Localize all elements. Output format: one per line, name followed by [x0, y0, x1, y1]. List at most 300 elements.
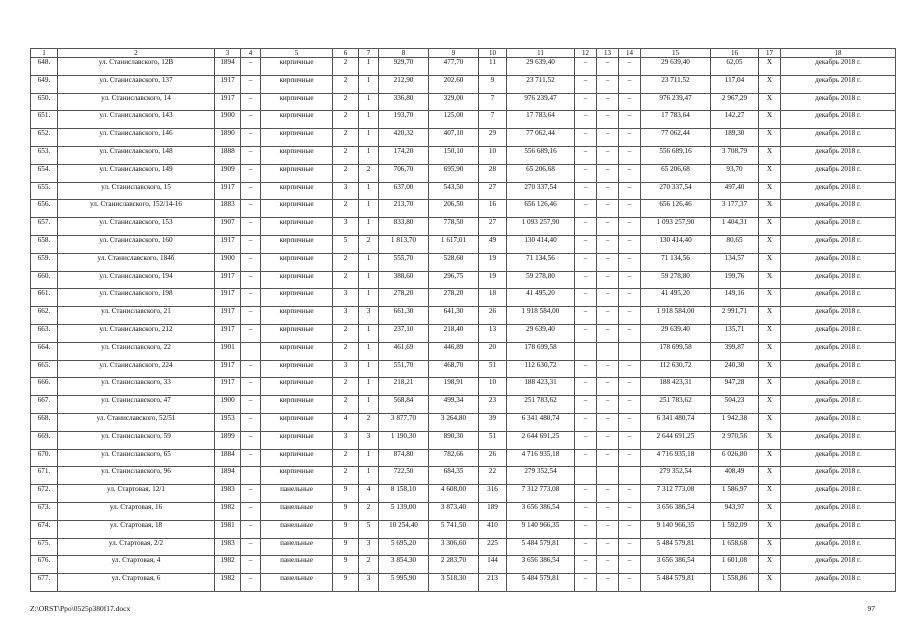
table-cell: 198,91: [429, 378, 479, 396]
table-cell: Х: [759, 431, 781, 449]
table-cell: 661.: [31, 289, 58, 307]
table-cell: 316: [479, 485, 507, 503]
register-table: [30, 48, 896, 592]
table-cell: 278,20: [379, 289, 429, 307]
table-cell: Х: [759, 538, 781, 556]
table-cell: –: [619, 75, 641, 93]
table-cell: 669.: [31, 431, 58, 449]
table-cell: ул. Станиславского, 149: [58, 164, 215, 182]
table-cell: –: [575, 146, 597, 164]
table-cell: 142,27: [711, 111, 759, 129]
table-cell: –: [575, 218, 597, 236]
table-cell: –: [241, 485, 261, 503]
table-cell: кирпичные: [261, 235, 333, 253]
table-cell: Х: [759, 574, 781, 592]
table-cell: 23: [479, 396, 507, 414]
table-cell: 656.: [31, 200, 58, 218]
table-cell: 279 352,54: [507, 467, 575, 485]
table-cell: –: [575, 271, 597, 289]
table-cell: 7 312 773,08: [641, 485, 711, 503]
table-cell: 556 689,16: [507, 146, 575, 164]
table-cell: 555,70: [379, 253, 429, 271]
table-cell: 1900: [215, 396, 241, 414]
table-cell: 3 264,80: [429, 413, 479, 431]
table-cell: Х: [759, 218, 781, 236]
table-cell: –: [619, 164, 641, 182]
table-cell: 135,71: [711, 324, 759, 342]
table-row: [31, 75, 896, 93]
table-cell: –: [575, 235, 597, 253]
table-cell: 117,04: [711, 75, 759, 93]
table-cell: кирпичные: [261, 164, 333, 182]
table-cell: 5: [333, 235, 359, 253]
table-cell: 51: [479, 431, 507, 449]
table-cell: 3: [333, 289, 359, 307]
table-cell: 2: [359, 502, 379, 520]
table-cell: 1909: [215, 164, 241, 182]
table-cell: 2: [333, 93, 359, 111]
table-cell: 5 484 579,81: [641, 538, 711, 556]
table-cell: 2: [359, 413, 379, 431]
table-cell: –: [597, 538, 619, 556]
table-cell: –: [575, 413, 597, 431]
table-cell: Х: [759, 396, 781, 414]
table-cell: Х: [759, 556, 781, 574]
table-row: [31, 502, 896, 520]
table-cell: 251 783,62: [641, 396, 711, 414]
table-cell: 551,70: [379, 360, 429, 378]
table-cell: 1 918 584,00: [641, 307, 711, 325]
table-cell: 666.: [31, 378, 58, 396]
table-cell: 278,20: [429, 289, 479, 307]
table-cell: кирпичные: [261, 111, 333, 129]
column-header: 3: [215, 49, 241, 58]
table-cell: 499,34: [429, 396, 479, 414]
table-cell: 3: [359, 538, 379, 556]
column-header: 2: [58, 49, 215, 58]
table-cell: 641,30: [429, 307, 479, 325]
table-cell: 26: [479, 307, 507, 325]
table-cell: 93,70: [711, 164, 759, 182]
table-cell: 947,28: [711, 378, 759, 396]
table-row: [31, 396, 896, 414]
table-cell: 9: [333, 556, 359, 574]
table-cell: ул. Станиславского, 59: [58, 431, 215, 449]
table-cell: 125,00: [429, 111, 479, 129]
table-cell: 661,30: [379, 307, 429, 325]
table-cell: 1 601,08: [711, 556, 759, 574]
table-cell: Х: [759, 485, 781, 503]
table-cell: декабрь 2018 г.: [781, 502, 896, 520]
table-cell: 213,70: [379, 200, 429, 218]
table-cell: –: [597, 396, 619, 414]
table-cell: –: [575, 378, 597, 396]
table-cell: 1: [359, 360, 379, 378]
table-cell: 3: [333, 182, 359, 200]
table-cell: 1982: [215, 502, 241, 520]
table-cell: 461,69: [379, 342, 429, 360]
table-cell: –: [575, 360, 597, 378]
column-header: 8: [379, 49, 429, 58]
column-header: 18: [781, 49, 896, 58]
table-cell: 49: [479, 235, 507, 253]
table-cell: декабрь 2018 г.: [781, 307, 896, 325]
column-header: 1: [31, 49, 58, 58]
table-cell: –: [597, 58, 619, 76]
table-cell: 7 312 773,08: [507, 485, 575, 503]
table-cell: 7: [479, 111, 507, 129]
table-cell: –: [597, 360, 619, 378]
table-cell: –: [241, 360, 261, 378]
table-cell: 27: [479, 182, 507, 200]
table-cell: 2: [333, 164, 359, 182]
table-cell: 2: [333, 129, 359, 147]
table-cell: 149,16: [711, 289, 759, 307]
table-cell: Х: [759, 111, 781, 129]
table-cell: декабрь 2018 г.: [781, 378, 896, 396]
table-cell: 5 484 579,81: [641, 574, 711, 592]
table-cell: 1: [359, 200, 379, 218]
table-cell: 1917: [215, 182, 241, 200]
table-cell: –: [619, 307, 641, 325]
table-cell: декабрь 2018 г.: [781, 485, 896, 503]
table-cell: декабрь 2018 г.: [781, 413, 896, 431]
table-cell: 656 126,46: [641, 200, 711, 218]
table-cell: ул. Станиславского, 160: [58, 235, 215, 253]
table-cell: 296,75: [429, 271, 479, 289]
table-cell: –: [619, 378, 641, 396]
table-cell: 9: [479, 75, 507, 93]
table-cell: –: [619, 574, 641, 592]
table-cell: –: [241, 324, 261, 342]
table-cell: кирпичные: [261, 218, 333, 236]
table-cell: Х: [759, 324, 781, 342]
table-cell: –: [575, 164, 597, 182]
table-cell: 1953: [215, 413, 241, 431]
table-cell: 7: [479, 93, 507, 111]
table-cell: –: [241, 182, 261, 200]
table-cell: панельные: [261, 556, 333, 574]
table-row: [31, 413, 896, 431]
table-cell: 943,97: [711, 502, 759, 520]
table-cell: 10: [479, 146, 507, 164]
table-cell: –: [597, 502, 619, 520]
table-cell: –: [619, 538, 641, 556]
table-cell: 477,70: [429, 58, 479, 76]
table-cell: декабрь 2018 г.: [781, 574, 896, 592]
table-cell: 112 630,72: [641, 360, 711, 378]
table-cell: панельные: [261, 502, 333, 520]
table-cell: 2 283,70: [429, 556, 479, 574]
column-header: 4: [241, 49, 261, 58]
table-row: [31, 574, 896, 592]
table-cell: 51: [479, 360, 507, 378]
table-cell: –: [597, 111, 619, 129]
table-cell: 722,50: [379, 467, 429, 485]
table-cell: 9: [333, 538, 359, 556]
table-cell: –: [597, 574, 619, 592]
table-cell: панельные: [261, 520, 333, 538]
table-cell: кирпичные: [261, 324, 333, 342]
table-cell: 150,10: [429, 146, 479, 164]
table-cell: –: [597, 253, 619, 271]
table-cell: 225: [479, 538, 507, 556]
table-cell: –: [597, 200, 619, 218]
table-cell: 29: [479, 129, 507, 147]
table-cell: 652.: [31, 129, 58, 147]
column-header: 9: [429, 49, 479, 58]
table-cell: 468,70: [429, 360, 479, 378]
table-cell: –: [619, 58, 641, 76]
table-row: [31, 289, 896, 307]
table-cell: –: [619, 520, 641, 538]
table-cell: кирпичные: [261, 129, 333, 147]
table-cell: 2: [333, 342, 359, 360]
table-cell: ул. Станиславского, 212: [58, 324, 215, 342]
table-cell: 144: [479, 556, 507, 574]
table-cell: 193,70: [379, 111, 429, 129]
table-cell: 1917: [215, 93, 241, 111]
table-cell: –: [597, 520, 619, 538]
table-cell: 5 484 579,81: [507, 574, 575, 592]
table-cell: кирпичные: [261, 449, 333, 467]
table-cell: 5: [359, 520, 379, 538]
table-cell: –: [597, 413, 619, 431]
table-cell: [619, 342, 641, 360]
table-cell: 649.: [31, 75, 58, 93]
table-cell: 1 586,97: [711, 485, 759, 503]
table-cell: 874,80: [379, 449, 429, 467]
table-cell: 410: [479, 520, 507, 538]
table-cell: декабрь 2018 г.: [781, 431, 896, 449]
table-cell: 1917: [215, 360, 241, 378]
footer-file-path: Z:\ORST\Ppo\0525p380f17.docx: [30, 604, 131, 613]
table-cell: –: [597, 324, 619, 342]
table-cell: 420,32: [379, 129, 429, 147]
table-cell: 10 254,40: [379, 520, 429, 538]
table-cell: Х: [759, 253, 781, 271]
table-cell: 408,49: [711, 467, 759, 485]
table-cell: 23 711,52: [507, 75, 575, 93]
table-cell: 663.: [31, 324, 58, 342]
table-cell: –: [619, 146, 641, 164]
table-cell: ул. Стартовая, 4: [58, 556, 215, 574]
table-cell: –: [575, 485, 597, 503]
table-cell: 1 592,09: [711, 520, 759, 538]
table-cell: 71 134,56: [507, 253, 575, 271]
table-cell: 1: [359, 378, 379, 396]
table-cell: 27: [479, 218, 507, 236]
table-cell: 11: [479, 58, 507, 76]
table-cell: 1917: [215, 235, 241, 253]
table-row: [31, 556, 896, 574]
table-cell: 778,50: [429, 218, 479, 236]
table-cell: 706,70: [379, 164, 429, 182]
table-cell: 1900: [215, 111, 241, 129]
table-cell: ул. Станиславского, 153: [58, 218, 215, 236]
table-cell: 213: [479, 574, 507, 592]
column-header: 7: [359, 49, 379, 58]
table-cell: –: [619, 502, 641, 520]
table-cell: 782,66: [429, 449, 479, 467]
table-cell: 9: [333, 485, 359, 503]
table-cell: 675.: [31, 538, 58, 556]
table-cell: 59 278,80: [641, 271, 711, 289]
table-cell: 1907: [215, 218, 241, 236]
table-cell: декабрь 2018 г.: [781, 520, 896, 538]
table-cell: –: [597, 235, 619, 253]
table-cell: 130 414,40: [507, 235, 575, 253]
table-cell: 1: [359, 271, 379, 289]
table-cell: 3: [333, 360, 359, 378]
table-cell: 3: [359, 307, 379, 325]
table-cell: 5 741,50: [429, 520, 479, 538]
table-row: [31, 485, 896, 503]
table-cell: 1883: [215, 200, 241, 218]
table-cell: –: [597, 129, 619, 147]
table-cell: 2 991,71: [711, 307, 759, 325]
table-cell: 26: [479, 449, 507, 467]
table-cell: 270 337,54: [641, 182, 711, 200]
table-cell: –: [575, 75, 597, 93]
table-cell: 664.: [31, 342, 58, 360]
table-cell: ул. Станиславского, 194: [58, 271, 215, 289]
table-cell: ул. Станиславского, 137: [58, 75, 215, 93]
table-cell: 650.: [31, 93, 58, 111]
table-row: [31, 378, 896, 396]
table-cell: ул. Станиславского, 22: [58, 342, 215, 360]
table-cell: 1901: [215, 342, 241, 360]
table-cell: 237,10: [379, 324, 429, 342]
table-cell: кирпичные: [261, 307, 333, 325]
table-cell: 674.: [31, 520, 58, 538]
table-cell: декабрь 2018 г.: [781, 342, 896, 360]
table-cell: 4 608,00: [429, 485, 479, 503]
table-cell: –: [241, 502, 261, 520]
table-cell: 9: [333, 502, 359, 520]
table-cell: 20: [479, 342, 507, 360]
table-cell: 1894: [215, 467, 241, 485]
table-cell: –: [575, 396, 597, 414]
table-cell: 1982: [215, 574, 241, 592]
table-cell: –: [619, 556, 641, 574]
table-cell: 2: [359, 164, 379, 182]
table-row: [31, 467, 896, 485]
table-cell: –: [241, 307, 261, 325]
table-cell: декабрь 2018 г.: [781, 200, 896, 218]
table-cell: 41 495,20: [507, 289, 575, 307]
table-cell: декабрь 2018 г.: [781, 218, 896, 236]
table-cell: 665.: [31, 360, 58, 378]
table-cell: 1917: [215, 271, 241, 289]
table-cell: 3 306,60: [429, 538, 479, 556]
table-cell: 654.: [31, 164, 58, 182]
table-cell: 77 062,44: [641, 129, 711, 147]
table-cell: 1: [359, 182, 379, 200]
table-cell: –: [619, 271, 641, 289]
table-cell: 1: [359, 253, 379, 271]
table-cell: 668.: [31, 413, 58, 431]
table-cell: 3: [333, 218, 359, 236]
table-cell: –: [241, 218, 261, 236]
table-cell: 2: [359, 556, 379, 574]
table-cell: –: [597, 93, 619, 111]
table-row: [31, 164, 896, 182]
table-cell: 3: [333, 307, 359, 325]
table-cell: 19: [479, 271, 507, 289]
table-cell: кирпичные: [261, 146, 333, 164]
table-cell: 29 639,40: [641, 324, 711, 342]
table-cell: декабрь 2018 г.: [781, 75, 896, 93]
table-cell: 10: [479, 378, 507, 396]
table-cell: декабрь 2018 г.: [781, 93, 896, 111]
table-cell: 1: [359, 111, 379, 129]
table-cell: 1: [359, 289, 379, 307]
table-cell: кирпичные: [261, 253, 333, 271]
table-cell: –: [241, 58, 261, 76]
table-cell: –: [241, 556, 261, 574]
table-cell: ул. Станиславского, 52/51: [58, 413, 215, 431]
table-cell: 77 062,44: [507, 129, 575, 147]
table-cell: 3 708,79: [711, 146, 759, 164]
table-cell: ул. Станиславского, 21: [58, 307, 215, 325]
table-cell: –: [597, 75, 619, 93]
column-header: 15: [641, 49, 711, 58]
table-cell: 3 177,37: [711, 200, 759, 218]
table-cell: декабрь 2018 г.: [781, 449, 896, 467]
table-cell: декабрь 2018 г.: [781, 289, 896, 307]
table-cell: декабрь 2018 г.: [781, 111, 896, 129]
table-header: [31, 49, 896, 58]
table-cell: –: [575, 556, 597, 574]
column-header: 16: [711, 49, 759, 58]
table-cell: 206,50: [429, 200, 479, 218]
table-cell: 1: [359, 218, 379, 236]
table-cell: –: [241, 413, 261, 431]
table-cell: –: [575, 182, 597, 200]
table-row: [31, 520, 896, 538]
table-cell: кирпичные: [261, 289, 333, 307]
table-cell: 178 699,58: [641, 342, 711, 360]
table-cell: Х: [759, 182, 781, 200]
table-cell: 1 918 584,00: [507, 307, 575, 325]
table-cell: декабрь 2018 г.: [781, 146, 896, 164]
table-cell: –: [241, 164, 261, 182]
table-cell: 270 337,54: [507, 182, 575, 200]
table-cell: 1917: [215, 307, 241, 325]
table-cell: 199,76: [711, 271, 759, 289]
table-cell: 1917: [215, 324, 241, 342]
table-cell: 1900: [215, 253, 241, 271]
table-cell: 1 658,68: [711, 538, 759, 556]
table-cell: 976 239,47: [641, 93, 711, 111]
table-cell: Х: [759, 75, 781, 93]
table-cell: –: [241, 129, 261, 147]
table-row: [31, 146, 896, 164]
table-cell: 673.: [31, 502, 58, 520]
table-cell: 65 206,68: [507, 164, 575, 182]
table-cell: ул. Стартовая, 16: [58, 502, 215, 520]
table-cell: 202,60: [429, 75, 479, 93]
table-cell: 1: [359, 75, 379, 93]
table-cell: 2 967,29: [711, 93, 759, 111]
table-row: [31, 307, 896, 325]
column-header: 17: [759, 49, 781, 58]
table-cell: 446,89: [429, 342, 479, 360]
table-cell: 1: [359, 58, 379, 76]
table-cell: –: [597, 378, 619, 396]
table-cell: 1: [359, 342, 379, 360]
